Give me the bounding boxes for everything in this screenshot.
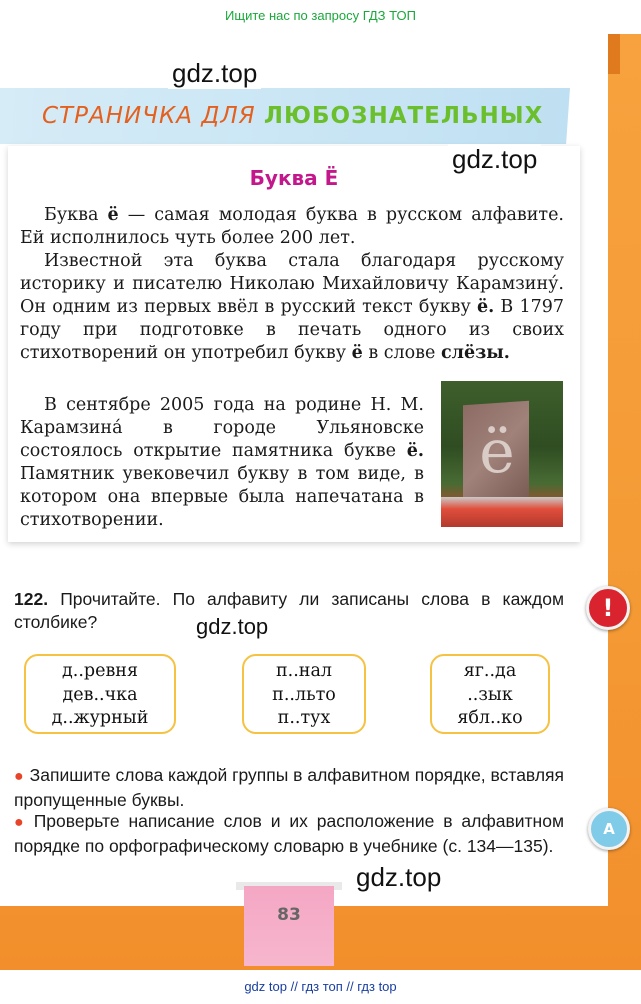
watermark: gdz.top — [192, 614, 272, 640]
monument-letter: ё — [479, 417, 515, 487]
word: п..нал — [275, 661, 332, 681]
top-banner[interactable]: Ищите нас по запросу ГДЗ ТОП — [225, 8, 416, 23]
flower-bed — [441, 497, 563, 527]
watermark: gdz.top — [448, 144, 541, 175]
word: яг..да — [463, 661, 517, 681]
article-body-top — [20, 204, 564, 365]
article-title: Буква Ё — [249, 166, 339, 190]
word: п..тух — [277, 708, 331, 728]
word: ябл..ко — [457, 708, 523, 728]
paragraph-2: Известной эта буква стала благодаря русскому историку и писателю Николаю Михайловичу Карамзину́. Он одним из первых ввёл в русский текст букву ё. В 1797 году при подготовке в печать одного из своих стихотворений он употребил букву ё в слове слёзы. — [20, 251, 564, 363]
dictionary-icon[interactable]: А — [588, 808, 630, 850]
task-2: ● Проверьте написание слов и их расположение в алфавитном порядке по орфографическому словарю в учебнике (с. 134—135). — [14, 811, 564, 856]
section-header — [42, 96, 543, 136]
watermark: gdz.top — [352, 862, 445, 893]
word: д..ревня — [61, 661, 138, 681]
paragraph-3: В сентябре 2005 года на родине Н. М. Карамзина́ в городе Ульяновске состоялось открытие памятника букве ё. Памятник увековечил букву в том виде, в котором она впервые была напечатана в стихотворении. — [20, 395, 424, 530]
exercise-number: 122. — [14, 589, 49, 609]
word: дев..чка — [62, 684, 138, 705]
bullet-icon: ● — [14, 814, 28, 831]
page-number: 83 — [244, 886, 334, 966]
paragraph-1: Буква ё — самая молодая буква в русском алфавите. Ей исполнилось чуть более 200 лет. — [20, 205, 564, 248]
word: д..журный — [51, 708, 149, 728]
watermark: gdz.top — [168, 58, 261, 89]
monument-photo — [441, 381, 563, 527]
word: ..зык — [467, 684, 513, 705]
header-part-1: СТРАНИЧКА ДЛЯ — [42, 103, 264, 129]
word-column-2 — [242, 654, 366, 734]
exercise-instruction: 122. Прочитайте. По алфавиту ли записаны слова в каждом столбике? — [14, 589, 564, 632]
word: п..льто — [272, 684, 336, 705]
word-column-1 — [24, 654, 176, 734]
bottom-banner[interactable]: gdz top // гдз топ // гдз top — [0, 970, 641, 1004]
header-part-2: ЛЮБОЗНАТЕЛЬНЫХ — [263, 103, 544, 129]
exclamation-icon[interactable]: ! — [586, 586, 630, 630]
page-edge-tab — [608, 34, 620, 74]
article-body-bottom — [20, 394, 424, 532]
word-column-3 — [430, 654, 550, 734]
bullet-icon: ● — [14, 768, 24, 785]
task-1: ● Запишите слова каждой группы в алфавитном порядке, вставляя пропущенные буквы. — [14, 765, 564, 810]
